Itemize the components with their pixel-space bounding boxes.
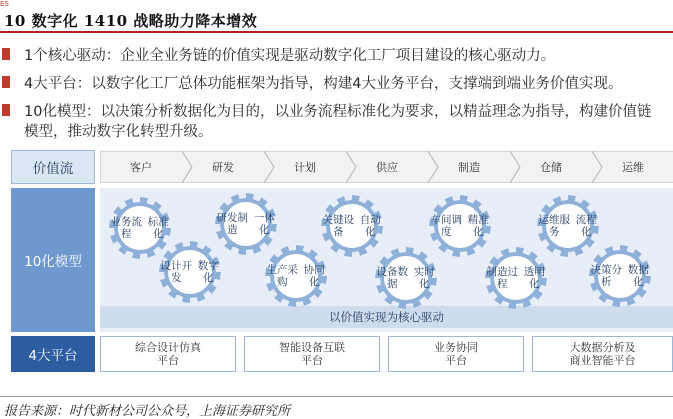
gear-label-line2: 精准化 (467, 214, 489, 238)
value-chain-label: 仓储 (540, 161, 562, 174)
bullet-marker (2, 48, 10, 60)
header-divider (0, 31, 673, 33)
bullet-text: 4大平台：以数字化工厂总体功能框架为指导，构建4大业务平台，支撑端到端业务价值实现。 (24, 76, 623, 92)
gear-label (588, 244, 652, 308)
source-note: 报告来源：时代新材公司公众号，上海证券研究所 (4, 404, 291, 419)
report-header (0, 10, 673, 32)
gear-label-line1: 设备数据 (376, 266, 409, 290)
gear-label-line1: 设计开发 (160, 260, 193, 284)
value-chain-step (182, 151, 264, 183)
gear-label-line1: 关键设备 (322, 214, 355, 238)
gear-label (264, 244, 328, 308)
core-driver-band: 以价值实现为核心驱动 (100, 306, 673, 328)
gear-node (264, 244, 328, 308)
gear-label-line2: 实时化 (413, 266, 435, 290)
platform-line1: 综合设计仿真 (135, 341, 201, 354)
platform-line2: 平台 (157, 354, 179, 367)
value-chain-step (100, 151, 182, 183)
gear-label-line2: 自动化 (359, 214, 381, 238)
gear-label-line1: 车间调度 (430, 214, 463, 238)
value-chain-label: 研发 (212, 161, 234, 174)
row-label-model: 10化模型 (11, 188, 95, 332)
gear-label (428, 194, 492, 258)
gear-label-line2: 数字化 (197, 260, 219, 284)
gear-label-line1: 制造过程 (486, 266, 519, 290)
value-chain-label: 运维 (622, 161, 644, 174)
bullet-marker (2, 76, 10, 88)
gear-label-line2: 协同化 (303, 264, 325, 288)
gear-label-line1: 决策分析 (590, 264, 623, 288)
bullet-text: 1个核心驱动：企业全业务链的价值实现是驱动数字化工厂项目建设的核心驱动力。 (24, 48, 556, 64)
value-chain-label: 计划 (294, 161, 316, 174)
footer-divider (0, 396, 673, 397)
platform-line2: 商业智能平台 (569, 354, 636, 367)
platform-line1: 大数据分析及 (569, 341, 636, 354)
gear-label-line2: 一体化 (253, 212, 275, 236)
gear-node (158, 240, 222, 304)
gear-label-line1: 业务流程 (110, 216, 143, 240)
platform-collaboration (388, 336, 524, 372)
platform-device-iot (244, 336, 380, 372)
platform-line1: 业务协同 (434, 341, 478, 354)
platform-simulation (100, 336, 236, 372)
value-chain-step (592, 151, 673, 183)
gear-node (588, 244, 652, 308)
bullet-text: 10化模型：以决策分析数据化为目的，以业务流程标准化为要求，以精益理念为指导，构建价值链 (24, 104, 652, 120)
platform-line2: 平台 (301, 354, 323, 367)
row-label-platforms: 4大平台 (11, 336, 95, 372)
platform-bigdata-bi (532, 336, 673, 372)
value-chain-step (510, 151, 592, 183)
gear-label-line1: 生产采购 (266, 264, 299, 288)
source-footer (0, 396, 673, 418)
gear-label-line1: 研发制造 (216, 212, 249, 236)
gear-node (428, 194, 492, 258)
page-title: 10 数字化 1410 战略助力降本增效 (4, 12, 258, 30)
value-chain-step (346, 151, 428, 183)
value-chain-step (264, 151, 346, 183)
platform-line1: 智能设备互联 (279, 341, 345, 354)
gear-label-line1: 运维服务 (538, 214, 571, 238)
corner-mark: ES (0, 0, 9, 8)
bullet-marker (2, 104, 10, 116)
platform-line2: 平台 (445, 354, 467, 367)
gear-label (158, 240, 222, 304)
bullet-continuation: 模型，推动数字化转型升级。 (24, 124, 213, 140)
value-chain-step (428, 151, 510, 183)
value-chain-label: 客户 (130, 161, 152, 174)
gear-label-line2: 数据化 (627, 264, 649, 288)
gear-label-line2: 标准化 (147, 216, 169, 240)
value-chain-label: 制造 (458, 161, 480, 174)
gear-label-line2: 透明化 (523, 266, 545, 290)
framework-diagram (0, 150, 673, 380)
value-chain-label: 供应 (376, 161, 398, 174)
gear-label-line2: 流程化 (575, 214, 597, 238)
row-label-value-chain: 价值流 (11, 150, 95, 184)
